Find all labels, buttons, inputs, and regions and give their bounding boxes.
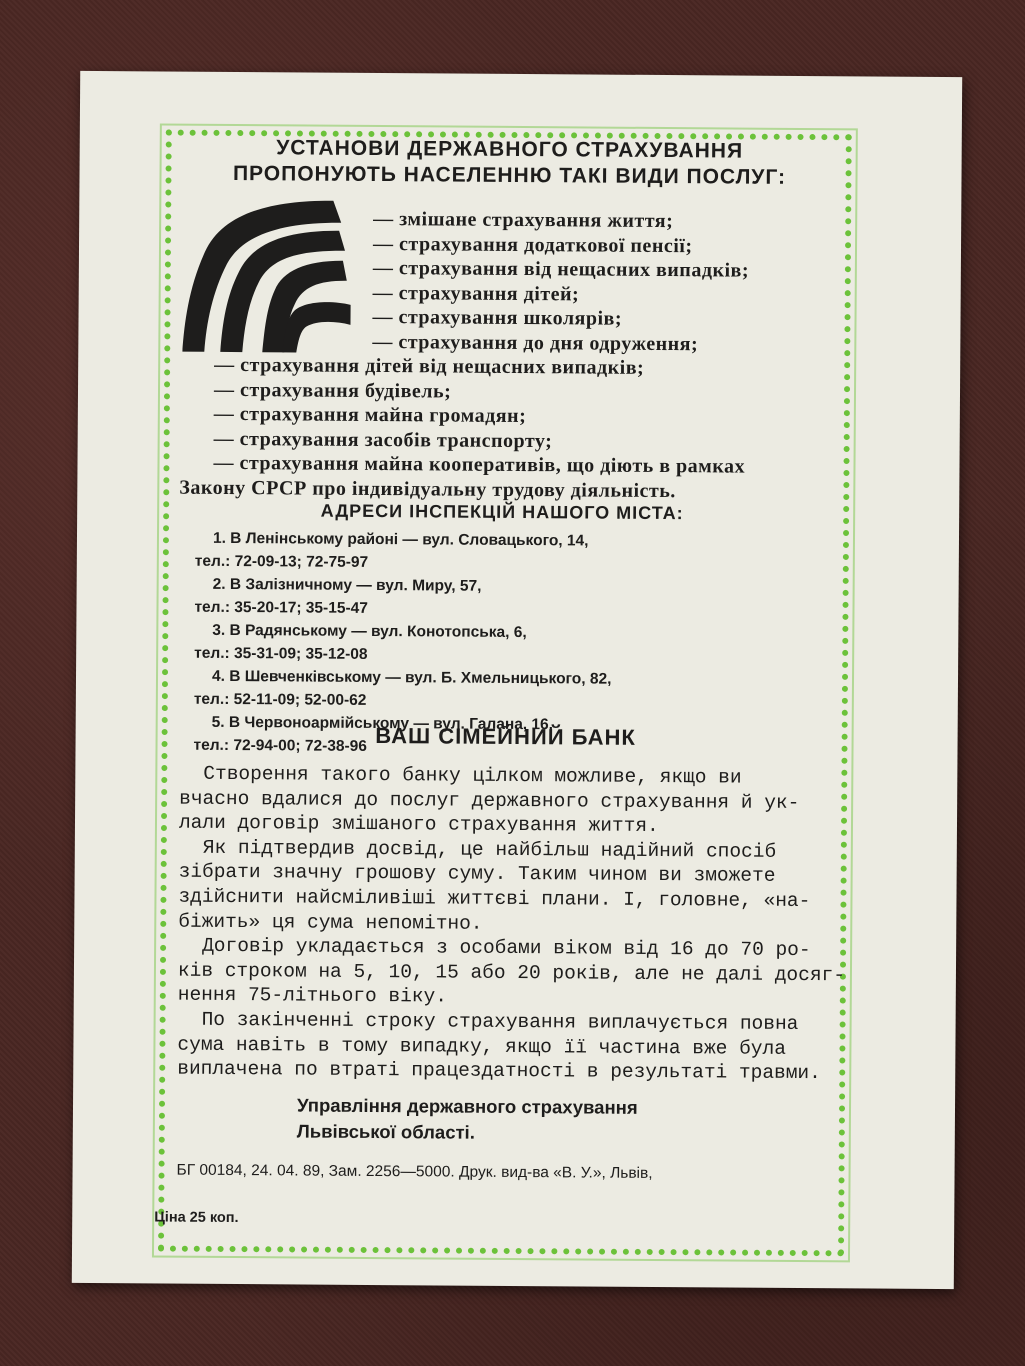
print-imprint: БГ 00184, 24. 04. 89, Зам. 2256—5000. Друк. вид-ва «В. У.», Львів, — [176, 1161, 653, 1182]
paragraph-line: зібрати значну грошову суму. Таким чином ви зможете — [178, 861, 776, 888]
service-item: — страхування майна кооперативів, що діють в рамках — [213, 451, 746, 478]
address-phones: тел.: 72-09-13; 72-75-97 — [194, 552, 369, 571]
service-item: — страхування школярів; — [372, 305, 623, 330]
address-phones: тел.: 35-31-09; 35-12-08 — [194, 644, 368, 663]
paragraph-line: здійснити найсміливіші життєві плани. І, головне, «на- — [178, 885, 811, 913]
paragraph-line: Як підтвердив досвід, це найбільш надійний спосіб — [202, 836, 777, 863]
service-item: Закону СРСР про індивідуальну трудову діяльність. — [179, 476, 676, 502]
address-line: 2. В Залізничному — вул. Миру, 57, — [212, 575, 482, 595]
service-item: — страхування дітей від нещасних випадків; — [214, 353, 645, 379]
insurance-logo-icon — [182, 192, 353, 357]
service-item: — змішане страхування життя; — [373, 207, 674, 233]
signature-line-1: Управління державного страхування — [296, 1094, 638, 1118]
price-label: Ціна 25 коп. — [154, 1209, 239, 1227]
service-item: — страхування дітей; — [372, 281, 580, 305]
heading-line-1: УСТАНОВИ ДЕРЖАВНОГО СТРАХУВАННЯ — [276, 136, 744, 163]
paragraph-line: сума навіть в тому випадку, якщо її частина вже була — [177, 1033, 787, 1060]
paragraph-line: виплачена по втраті працездатності в результаті травми. — [177, 1057, 821, 1085]
paragraph-line: По закінченні строку страхування виплачується повна — [201, 1008, 799, 1035]
address-line: 1. В Ленінському районі — вул. Словацького, 14, — [212, 529, 589, 550]
bank-body-text — [177, 762, 846, 1086]
address-phones: тел.: 52-11-09; 52-00-62 — [193, 690, 367, 709]
service-item: — страхування від нещасних випадків; — [372, 256, 750, 282]
service-item: — страхування засобів транспорту; — [213, 427, 553, 452]
paragraph-line: ків строком на 5, 10, 15 або 20 років, але не далі досяг- — [177, 959, 846, 987]
service-item: — страхування до дня одруження; — [372, 330, 699, 355]
paragraph-line: вчасно вдалися до послуг державного страхування й ук- — [179, 787, 800, 814]
address-line: 5. В Червоноармійському — вул. Галана, 16, — [211, 713, 554, 734]
addresses-title: АДРЕСИ ІНСПЕКЦІЙ НАШОГО МІСТА: — [320, 500, 684, 524]
service-item: — страхування будівель; — [213, 378, 452, 403]
address-line: 3. В Радянському — вул. Конотопська, 6, — [212, 621, 527, 642]
service-item: — страхування додаткової пенсії; — [372, 232, 693, 257]
signature-block — [297, 1092, 797, 1147]
address-line: 4. В Шевченківському — вул. Б. Хмельницького, 82, — [211, 667, 612, 688]
paragraph-line: нення 75-літнього віку. — [177, 983, 448, 1008]
address-phones: тел.: 35-20-17; 35-15-47 — [194, 598, 368, 617]
paragraph-line: Створення такого банку цілком можливе, якщо ви — [203, 762, 742, 789]
heading-line-2: ПРОПОНУЮТЬ НАСЕЛЕННЮ ТАКІ ВИДИ ПОСЛУГ: — [232, 162, 787, 189]
address-phones: тел.: 72-94-00; 72-38-96 — [193, 736, 367, 755]
signature-line-2: Львівської області. — [296, 1120, 475, 1143]
bank-title: ВАШ СІМЕЙНИЙ БАНК — [375, 723, 636, 750]
paragraph-line: Договір укладається з особами віком від 16 до 70 ро- — [202, 934, 811, 962]
leaflet-page — [72, 71, 962, 1289]
service-item: — страхування майна громадян; — [213, 402, 527, 428]
paragraph-line: біжить» ця сума непомітно. — [178, 910, 483, 935]
paragraph-line: лали договір змішаного страхування життя. — [178, 811, 659, 838]
